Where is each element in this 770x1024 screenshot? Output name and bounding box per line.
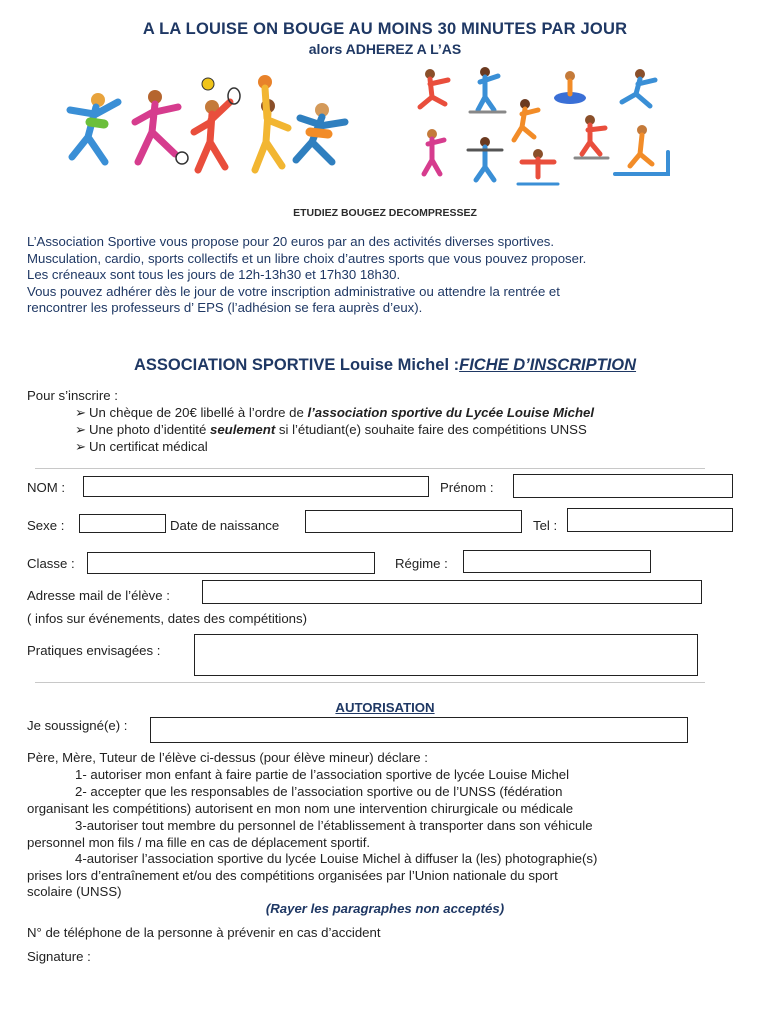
intro-paragraph	[27, 234, 727, 317]
fitness-figure	[514, 99, 538, 140]
fitness-figure	[420, 69, 448, 107]
basketball-figure	[255, 75, 288, 170]
divider	[35, 682, 705, 683]
arrow-icon: ➢	[75, 422, 87, 437]
intro-line: rencontrer les professeurs d’ EPS (l’adhésion se fera auprès d’eux).	[27, 300, 423, 316]
fitness-figure	[468, 137, 502, 180]
requirement-item	[75, 405, 594, 421]
authorization-3-cont: personnel mon fils / ma fille en cas de déplacement sportif.	[27, 835, 371, 850]
telephone-label: N° de téléphone de la personne à prévenir en cas d’accident	[27, 925, 381, 940]
naissance-field[interactable]	[305, 510, 522, 533]
prenom-label: Prénom :	[440, 480, 494, 495]
fitness-illustration	[410, 62, 680, 197]
mail-note: ( infos sur événements, dates des compétitions)	[27, 611, 308, 626]
authorization-4-cont: prises lors d’entraînement et/ou des compétitions organisées par l’Union nationale du sport	[27, 868, 558, 883]
requirement-text: Un certificat médical	[89, 439, 208, 454]
regime-field[interactable]	[463, 550, 651, 573]
rayer-note: (Rayer les paragraphes non acceptés)	[265, 901, 505, 916]
tel-label: Tel :	[533, 518, 558, 533]
intro-line: Musculation, cardio, sports collectifs et un libre choix d’autres sports que vous pouvez proposer.	[27, 250, 587, 266]
athletes-illustration	[60, 62, 360, 182]
pratiques-field[interactable]	[194, 634, 698, 676]
tennis-figure	[194, 78, 240, 170]
mail-field[interactable]	[202, 580, 702, 604]
requirement-emphasis: l’association sportive du Lycée Louise Michel	[307, 405, 595, 420]
tel-field[interactable]	[567, 508, 733, 532]
mail-label: Adresse mail de l’élève :	[27, 588, 170, 603]
tagline: ETUDIEZ BOUGEZ DECOMPRESSEZ	[293, 207, 477, 219]
requirement-item	[75, 422, 587, 438]
fitness-figure	[470, 67, 505, 112]
autorisation-title: AUTORISATION	[335, 700, 435, 715]
authorization-1: 1- autoriser mon enfant à faire partie de l’association sportive de lycée Louise Michel	[75, 767, 570, 782]
runner-figure	[70, 93, 118, 162]
page-subtitle: alors ADHEREZ A L’AS	[308, 41, 462, 57]
requirement-text: Un chèque de 20€ libellé à l’ordre de	[89, 405, 308, 420]
signature-label: Signature :	[27, 949, 91, 964]
soccer-figure	[135, 90, 188, 164]
prenom-field[interactable]	[513, 474, 733, 498]
page-title: A LA LOUISE ON BOUGE AU MOINS 30 MINUTES PAR JOUR	[142, 20, 628, 38]
inscription-intro: Pour s’inscrire :	[27, 388, 118, 403]
fitness-figure	[575, 115, 608, 158]
section-title-prefix: ASSOCIATION SPORTIVE Louise Michel :	[133, 356, 460, 374]
authorization-4: 4-autoriser l’association sportive du lycée Louise Michel à diffuser la (les) photographie(s)	[75, 851, 598, 866]
authorization-2: 2- accepter que les responsables de l’association sportive ou de l’UNSS (fédération	[75, 784, 563, 799]
intro-line: Vous pouvez adhérer dès le jour de votre inscription administrative ou attendre la rentrée et	[27, 283, 560, 299]
fitness-figure	[554, 71, 586, 104]
nom-label: NOM :	[27, 480, 66, 495]
section-title	[0, 356, 770, 375]
naissance-label: Date de naissance	[170, 518, 280, 533]
fitness-figure	[518, 149, 558, 184]
nom-field[interactable]	[83, 476, 429, 497]
soussigne-field[interactable]	[150, 717, 688, 743]
authorization-4-cont: scolaire (UNSS)	[27, 884, 122, 899]
requirement-text: si l’étudiant(e) souhaite faire des compétitions UNSS	[275, 422, 587, 437]
arrow-icon: ➢	[75, 405, 87, 420]
intro-line: L’Association Sportive vous propose pour 20 euros par an des activités diverses sportives.	[27, 234, 555, 249]
requirement-text: Une photo d’identité	[89, 422, 210, 437]
classe-field[interactable]	[87, 552, 375, 574]
divider	[35, 468, 705, 469]
pratiques-label: Pratiques envisagées :	[27, 643, 161, 658]
authorization-2-cont: organisant les compétitions) autorisent en mon nom une intervention chirurgicale ou médicale	[27, 801, 574, 816]
fitness-figure	[615, 125, 668, 174]
soussigne-label: Je soussigné(e) :	[27, 718, 128, 733]
declaration: Père, Mère, Tuteur de l’élève ci-dessus (pour élève mineur) déclare :	[27, 750, 428, 765]
requirement-emphasis: seulement	[209, 422, 276, 437]
sexe-field[interactable]	[79, 514, 166, 533]
authorization-3: 3-autoriser tout membre du personnel de l’établissement à transporter dans son véhicule	[75, 818, 593, 833]
fitness-figure	[622, 69, 655, 106]
volleyball-figure	[296, 103, 345, 162]
intro-line: Les créneaux sont tous les jours de 12h-13h30 et 17h30 18h30.	[27, 267, 401, 283]
sexe-label: Sexe :	[27, 518, 65, 533]
arrow-icon: ➢	[75, 439, 87, 454]
section-title-fiche: FICHE D’INSCRIPTION	[459, 356, 637, 374]
requirement-item	[75, 439, 208, 455]
fitness-figure	[424, 129, 444, 174]
classe-label: Classe :	[27, 556, 75, 571]
regime-label: Régime :	[395, 556, 448, 571]
